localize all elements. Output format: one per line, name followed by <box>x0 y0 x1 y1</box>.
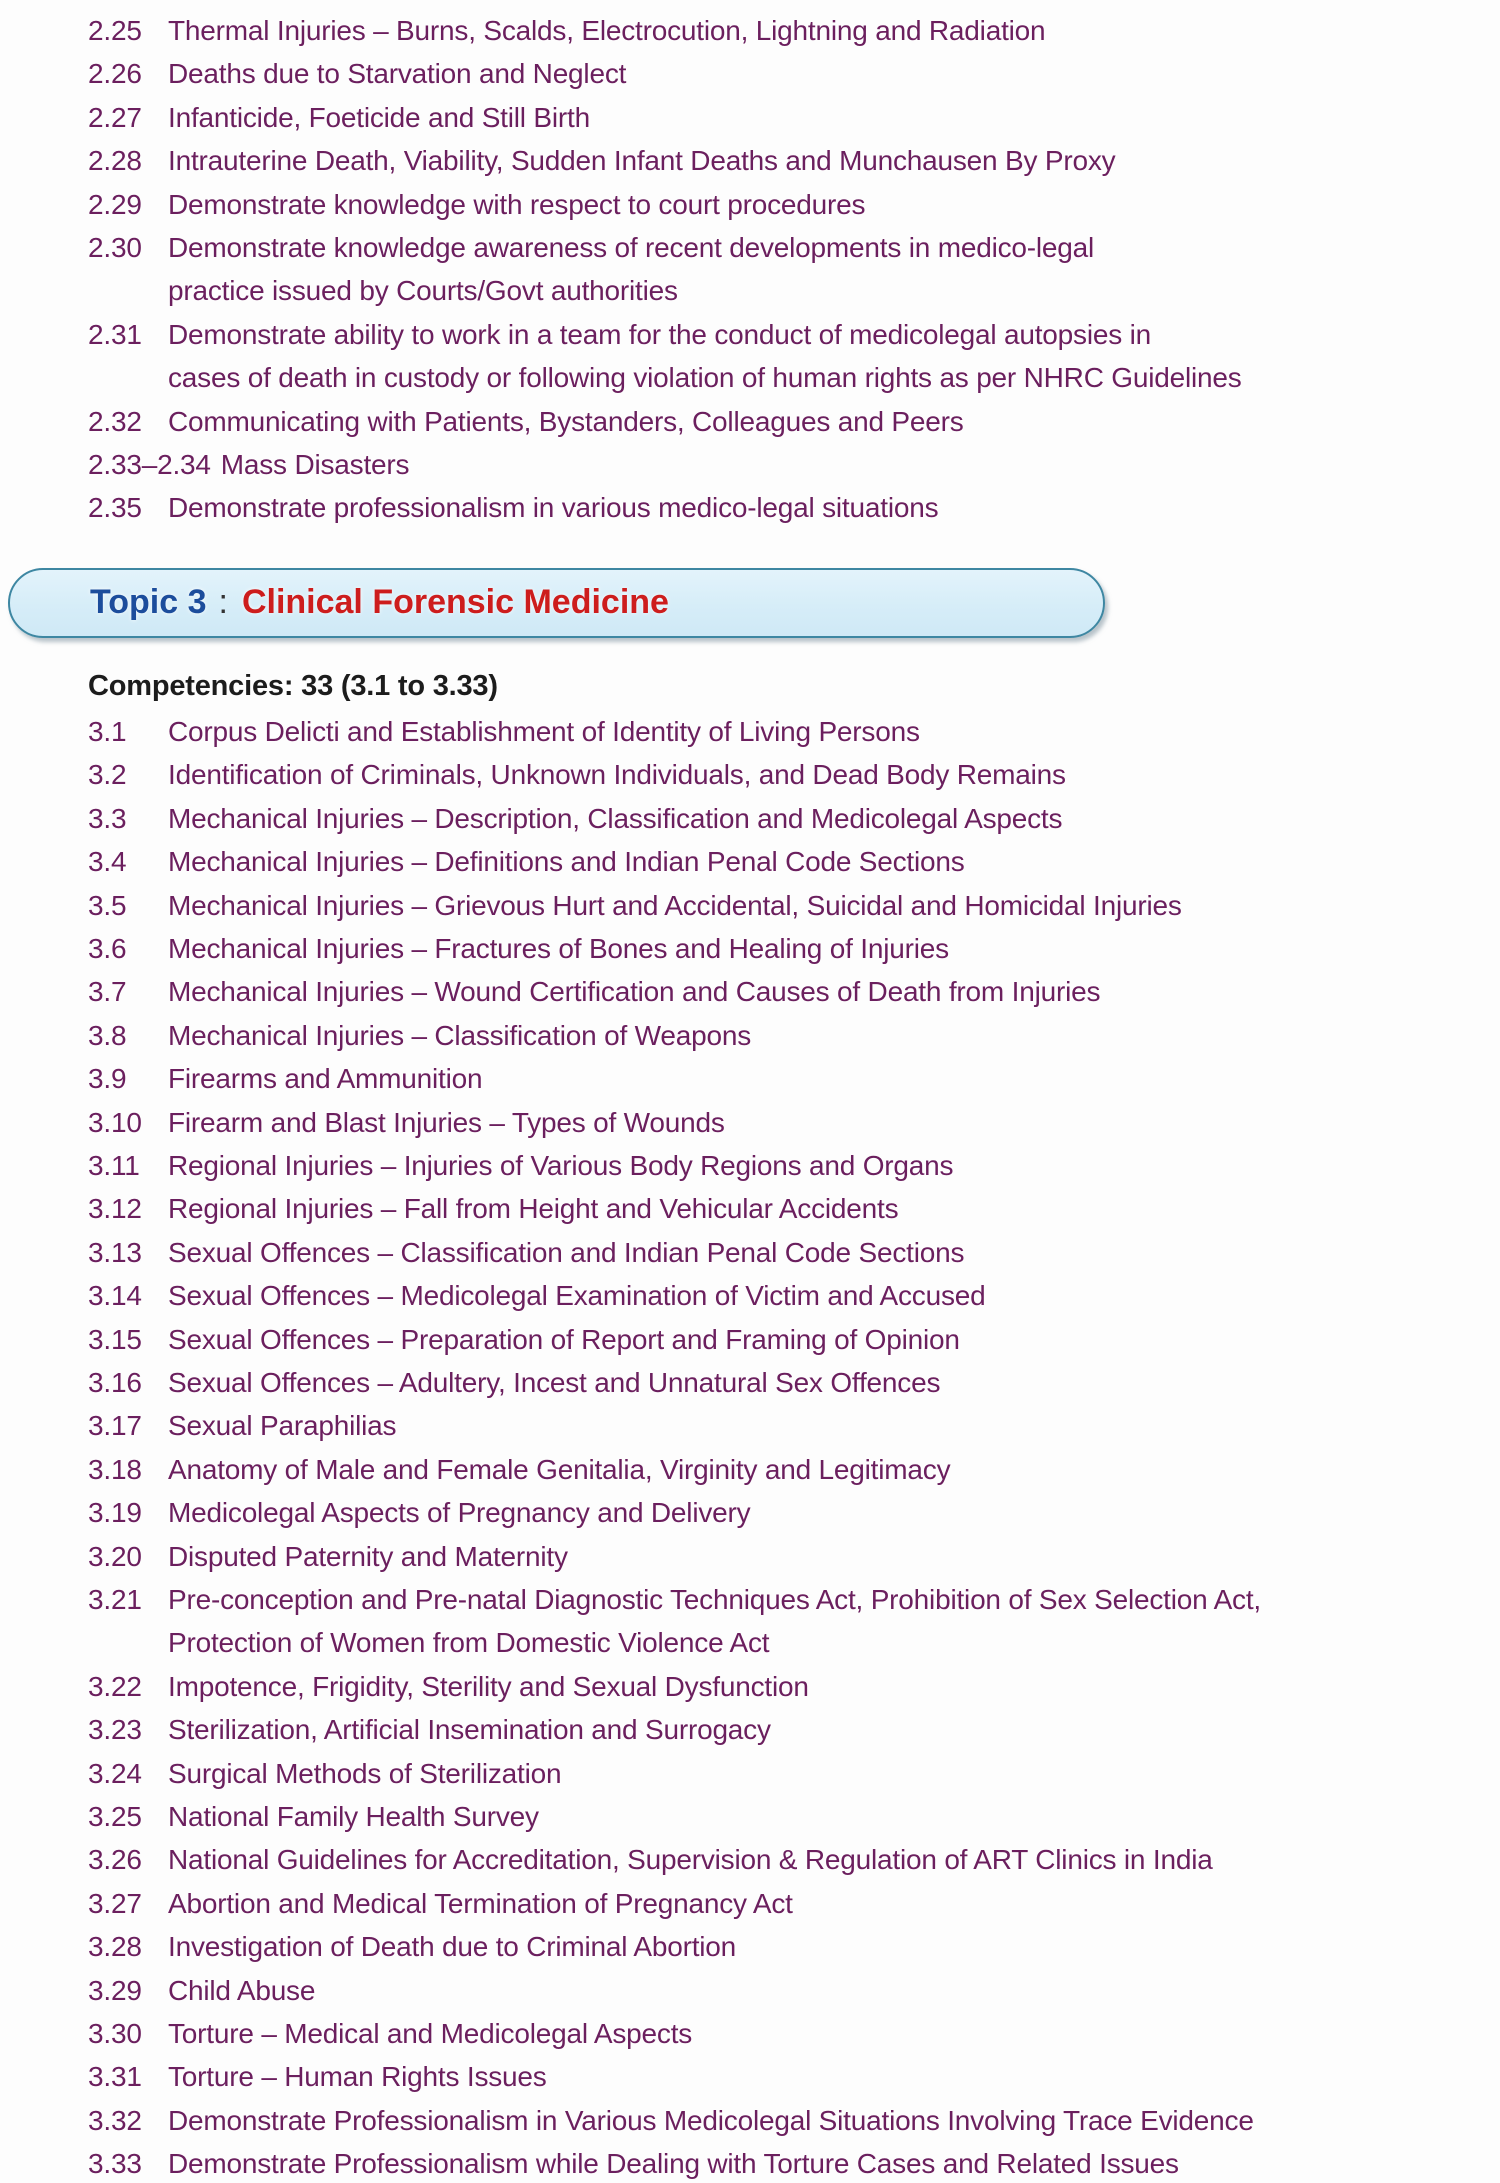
competency-text-line: Sexual Offences – Classification and Indian Penal Code Sections <box>168 1236 965 1268</box>
competency-number: 3.10 <box>88 1106 142 1138</box>
competency-text-line: Protection of Women from Domestic Violence Act <box>168 1627 770 1659</box>
competency-item <box>0 1057 1500 1100</box>
competency-text <box>168 1665 1500 1708</box>
competency-item <box>0 1014 1500 1057</box>
competency-text <box>168 970 1500 1013</box>
competency-text <box>168 9 1500 52</box>
competency-item <box>0 183 1500 226</box>
competency-text-line: Mechanical Injuries – Grievous Hurt and Accidental, Suicidal and Homicidal Injuries <box>168 889 1182 921</box>
competency-item <box>0 139 1500 182</box>
competency-item <box>0 1665 1500 1708</box>
competency-item <box>0 1404 1500 1447</box>
competency-text-line: Demonstrate knowledge awareness of recent developments in medico-legal <box>168 232 1095 264</box>
competency-item <box>0 1969 1500 2012</box>
competency-text-line: Anatomy of Male and Female Genitalia, Virginity and Legitimacy <box>168 1453 951 1485</box>
competency-text <box>168 139 1500 182</box>
competency-number: 2.28 <box>88 145 142 177</box>
competency-number: 3.18 <box>88 1453 142 1485</box>
competency-item <box>0 1925 1500 1968</box>
competency-text-line: Disputed Paternity and Maternity <box>168 1540 568 1572</box>
competency-text-line: Mechanical Injuries – Wound Certification and Causes of Death from Injuries <box>168 976 1101 1008</box>
competency-number: 3.30 <box>88 2018 142 2050</box>
competency-number: 3.21 <box>88 1584 142 1615</box>
competency-number: 3.6 <box>88 932 127 964</box>
topic-title: Clinical Forensic Medicine <box>241 583 669 622</box>
competency-item <box>0 1491 1500 1534</box>
competency-text-line: Regional Injuries – Fall from Height and Vehicular Accidents <box>168 1193 899 1225</box>
competency-text-line: Demonstrate professionalism in various medico-legal situations <box>168 492 939 524</box>
competency-text <box>168 183 1500 226</box>
competency-item <box>0 486 1500 529</box>
competency-text-line: Sexual Offences – Medicolegal Examination of Victim and Accused <box>168 1280 986 1312</box>
competency-text <box>168 1925 1500 1968</box>
competency-text <box>168 1795 1500 1838</box>
competency-number: 3.19 <box>88 1497 142 1529</box>
competency-number: 3.2 <box>88 759 127 791</box>
competency-item <box>0 313 1500 400</box>
competency-number: 2.25 <box>88 15 142 46</box>
competency-text <box>168 1578 1500 1665</box>
competency-item <box>0 1274 1500 1317</box>
competency-text-line: Firearm and Blast Injuries – Types of Wounds <box>168 1106 725 1138</box>
topic-label: Topic 3 <box>90 583 207 622</box>
competency-text <box>168 226 1500 313</box>
competency-text-line: Communicating with Patients, Bystanders, Colleagues and Peers <box>168 405 964 437</box>
competency-number: 3.24 <box>88 1757 142 1789</box>
competency-text-line: Pre-conception and Pre-natal Diagnostic Techniques Act, Prohibition of Sex Selection Act, <box>168 1584 1261 1615</box>
competency-number: 3.28 <box>88 1931 142 1963</box>
competency-item <box>0 9 1500 52</box>
competency-text-line: Sexual Offences – Adultery, Incest and Unnatural Sex Offences <box>168 1366 941 1398</box>
competency-text <box>168 1969 1500 2012</box>
competency-item <box>0 884 1500 927</box>
competency-text <box>168 2055 1500 2098</box>
competency-text-line: Thermal Injuries – Burns, Scalds, Electrocution, Lightning and Radiation <box>168 15 1046 46</box>
competency-item <box>0 710 1500 753</box>
competency-text <box>168 1274 1500 1317</box>
competency-text <box>168 710 1500 753</box>
competency-number: 3.15 <box>88 1323 142 1355</box>
competency-text <box>221 443 1500 486</box>
competency-number: 2.30 <box>88 232 142 264</box>
competency-text <box>168 313 1500 400</box>
competency-number: 3.17 <box>88 1410 142 1442</box>
competency-list-topic2 <box>0 9 1500 530</box>
competency-text <box>168 1838 1500 1881</box>
competency-item <box>0 1535 1500 1578</box>
competency-item <box>0 797 1500 840</box>
competency-number: 3.7 <box>88 976 127 1008</box>
competency-number: 3.14 <box>88 1280 142 1312</box>
competency-item <box>0 1752 1500 1795</box>
competency-item <box>0 96 1500 139</box>
competency-text <box>168 927 1500 970</box>
competency-text <box>168 1448 1500 1491</box>
competency-item <box>0 1448 1500 1491</box>
competency-number: 3.27 <box>88 1887 142 1919</box>
competency-item <box>0 2055 1500 2098</box>
competency-text-line: Impotence, Frigidity, Sterility and Sexual Dysfunction <box>168 1670 809 1702</box>
topic-separator: : <box>218 583 228 622</box>
competency-item <box>0 1318 1500 1361</box>
competency-text <box>168 1361 1500 1404</box>
competency-text <box>168 1535 1500 1578</box>
competency-number: 2.26 <box>88 58 142 90</box>
competency-number: 3.11 <box>88 1149 140 1181</box>
competency-text <box>168 400 1500 443</box>
competency-item <box>0 2142 1500 2183</box>
competency-text <box>168 486 1500 529</box>
competency-text <box>168 1231 1500 1274</box>
competency-number: 2.27 <box>88 101 142 133</box>
competency-number: 3.16 <box>88 1366 142 1398</box>
competency-text <box>168 840 1500 883</box>
competency-text-line: Child Abuse <box>168 1974 316 2006</box>
competency-text-line: Sterilization, Artificial Insemination and Surrogacy <box>168 1714 771 1746</box>
competency-text-line: Intrauterine Death, Viability, Sudden Infant Deaths and Munchausen By Proxy <box>168 145 1116 177</box>
competency-item <box>0 840 1500 883</box>
competency-item <box>0 1187 1500 1230</box>
competency-number: 3.33 <box>88 2148 142 2180</box>
competency-item <box>0 1838 1500 1881</box>
competency-text <box>168 1014 1500 1057</box>
competency-text-line: Infanticide, Foeticide and Still Birth <box>168 101 590 133</box>
competency-text-line: Demonstrate Professionalism while Dealing with Torture Cases and Related Issues <box>168 2148 1179 2180</box>
competency-number: 3.22 <box>88 1670 142 1702</box>
competency-text-line: Mechanical Injuries – Classification of Weapons <box>168 1019 752 1051</box>
competency-number: 3.1 <box>88 715 127 747</box>
competency-text-line: Medicolegal Aspects of Pregnancy and Delivery <box>168 1497 751 1529</box>
competency-number: 3.12 <box>88 1193 142 1225</box>
competency-number: 3.8 <box>88 1019 127 1051</box>
competency-text-line: Surgical Methods of Sterilization <box>168 1757 562 1789</box>
topic3-banner <box>8 568 1105 638</box>
competency-item <box>0 1795 1500 1838</box>
competency-text <box>168 96 1500 139</box>
competency-text-line: Demonstrate knowledge with respect to court procedures <box>168 188 866 220</box>
competency-text-line: Deaths due to Starvation and Neglect <box>168 58 627 90</box>
competency-text <box>168 2099 1500 2142</box>
competency-number: 3.13 <box>88 1236 142 1268</box>
competency-item <box>0 1101 1500 1144</box>
competency-text-line: Regional Injuries – Injuries of Various Body Regions and Organs <box>168 1149 954 1181</box>
competency-number: 2.35 <box>88 492 142 524</box>
competency-number: 2.29 <box>88 188 142 220</box>
competency-item <box>0 1361 1500 1404</box>
competency-text-line: Mechanical Injuries – Fractures of Bones and Healing of Injuries <box>168 932 949 964</box>
competency-number: 3.20 <box>88 1540 142 1572</box>
competency-text-line: National Guidelines for Accreditation, Supervision & Regulation of ART Clinics in India <box>168 1844 1213 1876</box>
competency-text-line: Mass Disasters <box>220 449 410 481</box>
competency-number: 3.4 <box>88 846 127 878</box>
competency-text <box>168 797 1500 840</box>
competency-text-line: Mechanical Injuries – Definitions and Indian Penal Code Sections <box>168 846 965 878</box>
competency-number: 2.32 <box>88 405 142 437</box>
competency-text-line: Firearms and Ammunition <box>168 1063 483 1095</box>
competency-item <box>0 1708 1500 1751</box>
competency-text-line: Sexual Paraphilias <box>168 1410 397 1442</box>
competency-text <box>168 1187 1500 1230</box>
competency-text-line: Demonstrate Professionalism in Various Medicolegal Situations Involving Trace Evidence <box>168 2104 1254 2136</box>
competency-text <box>168 753 1500 796</box>
competencies-heading: Competencies: 33 (3.1 to 3.33) <box>88 669 498 702</box>
competency-text-line: National Family Health Survey <box>168 1801 539 1833</box>
competency-text <box>168 2012 1500 2055</box>
competency-text-line: cases of death in custody or following violation of human rights as per NHRC Guidelines <box>168 362 1242 394</box>
competency-text <box>168 884 1500 927</box>
competency-item <box>0 226 1500 313</box>
competency-text-line: Abortion and Medical Termination of Pregnancy Act <box>168 1887 793 1919</box>
competency-item <box>0 1578 1500 1665</box>
competency-text-line: Investigation of Death due to Criminal Abortion <box>168 1931 737 1963</box>
competency-item <box>0 443 1500 486</box>
competency-text <box>168 1491 1500 1534</box>
competency-text <box>168 1882 1500 1925</box>
competency-item <box>0 2099 1500 2142</box>
competency-text <box>168 1101 1500 1144</box>
competency-number: 2.31 <box>88 318 142 350</box>
competency-item <box>0 1231 1500 1274</box>
competency-text-line: practice issued by Courts/Govt authorities <box>168 275 678 307</box>
competency-number: 3.23 <box>88 1714 142 1746</box>
competency-text-line: Mechanical Injuries – Description, Classification and Medicolegal Aspects <box>168 802 1063 834</box>
competency-item <box>0 52 1500 95</box>
competency-text <box>168 1708 1500 1751</box>
competency-item <box>0 1882 1500 1925</box>
competency-number: 3.5 <box>88 889 127 921</box>
competency-text <box>168 1057 1500 1100</box>
competency-item <box>0 400 1500 443</box>
competency-number: 3.9 <box>88 1063 127 1095</box>
competency-item <box>0 927 1500 970</box>
competency-list-topic3 <box>0 710 1500 2183</box>
competency-text-line: Demonstrate ability to work in a team for the conduct of medicolegal autopsies in <box>168 318 1151 350</box>
competency-number: 3.31 <box>88 2061 142 2093</box>
competency-number: 3.3 <box>88 802 127 834</box>
competency-item <box>0 970 1500 1013</box>
competency-number: 3.29 <box>88 1974 142 2006</box>
competency-item <box>0 1144 1500 1187</box>
competency-text-line: Torture – Medical and Medicolegal Aspects <box>168 2018 693 2050</box>
competency-number: 3.25 <box>88 1801 142 1833</box>
competency-text <box>168 1318 1500 1361</box>
competency-text <box>168 2142 1500 2183</box>
competency-text <box>168 52 1500 95</box>
competency-text <box>168 1144 1500 1187</box>
competency-item <box>0 753 1500 796</box>
competency-number: 3.32 <box>88 2104 142 2136</box>
competency-text-line: Corpus Delicti and Establishment of Identity of Living Persons <box>168 715 920 747</box>
competency-text <box>168 1404 1500 1447</box>
competency-item <box>0 2012 1500 2055</box>
competency-number: 2.33–2.34 <box>88 449 211 481</box>
competency-text-line: Torture – Human Rights Issues <box>168 2061 547 2093</box>
competency-text-line: Sexual Offences – Preparation of Report and Framing of Opinion <box>168 1323 960 1355</box>
competency-number: 3.26 <box>88 1844 142 1876</box>
competency-text <box>168 1752 1500 1795</box>
competency-text-line: Identification of Criminals, Unknown Individuals, and Dead Body Remains <box>168 759 1066 791</box>
